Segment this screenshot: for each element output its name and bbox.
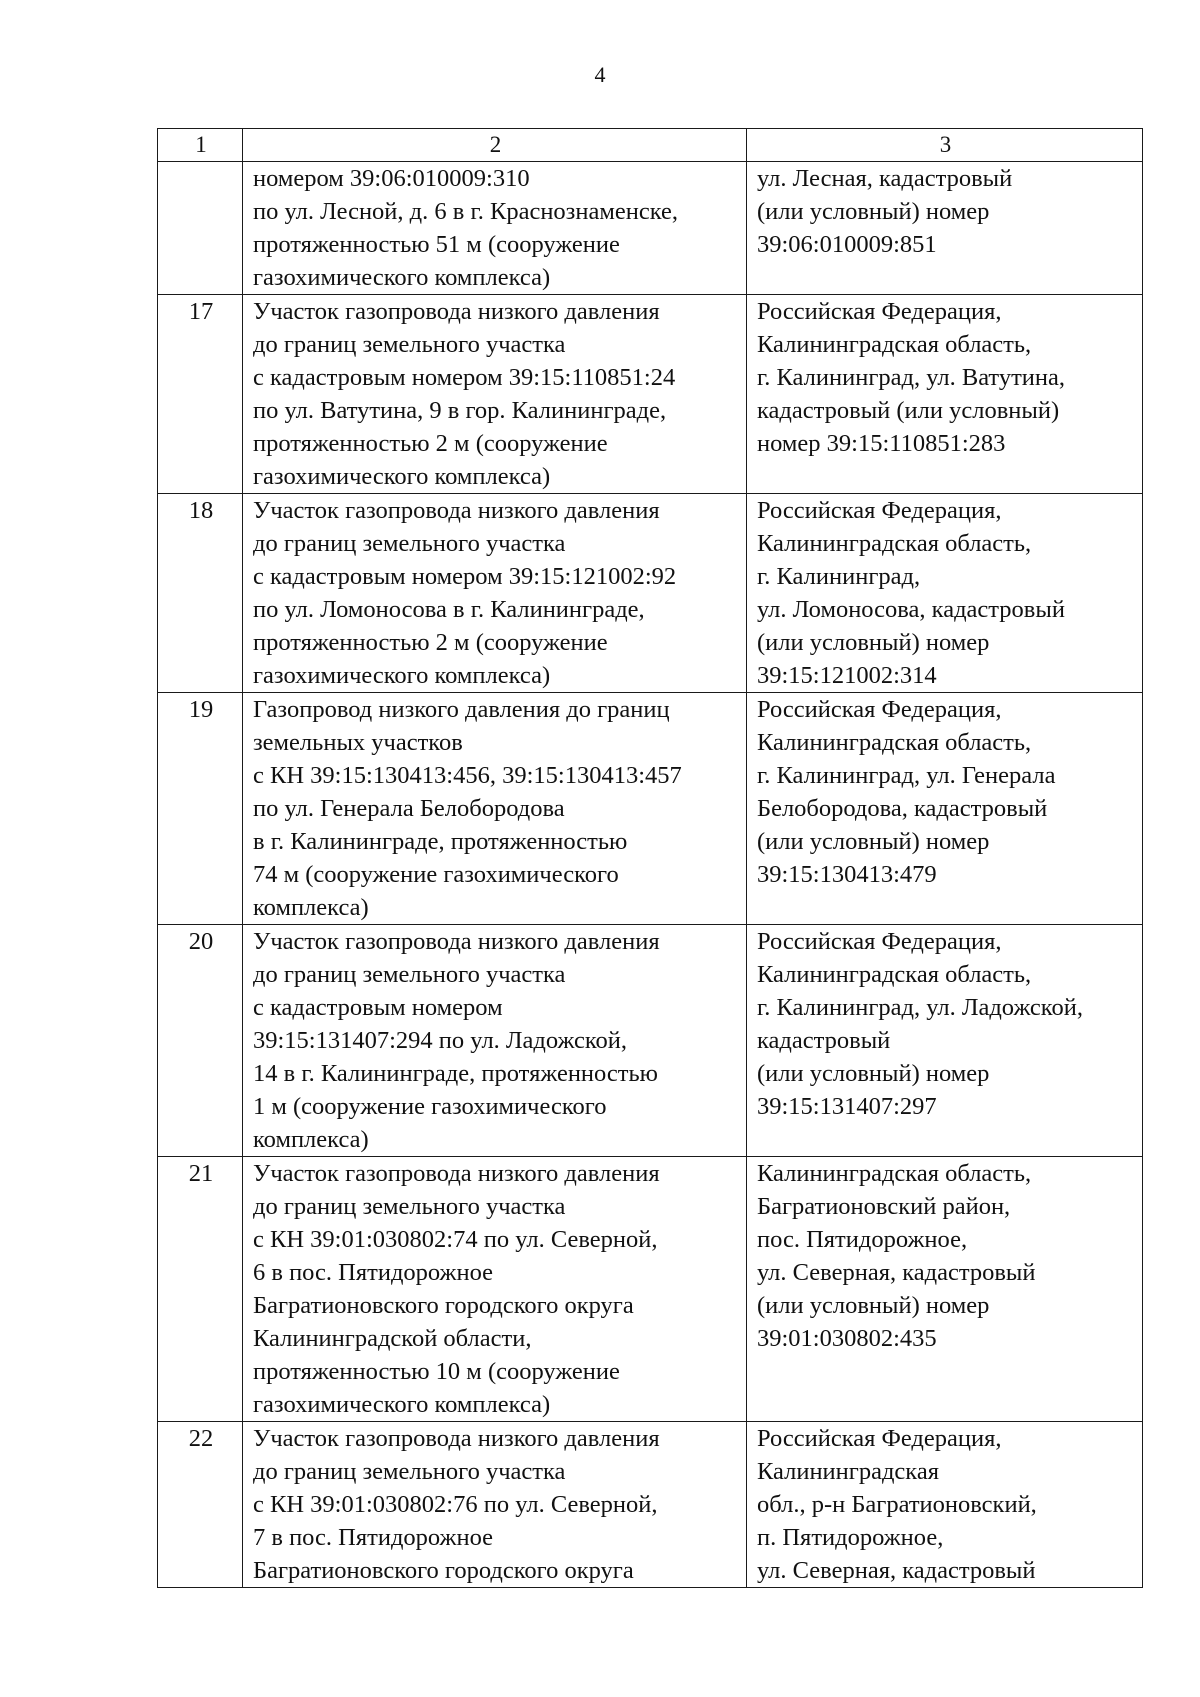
address-line: ул. Ломоносова, кадастровый — [757, 596, 1065, 623]
row-number: 18 — [158, 494, 243, 693]
address-line: ул. Лесная, кадастровый — [757, 165, 1013, 192]
address-line: (или условный) номер — [757, 828, 990, 855]
row-number: 20 — [158, 925, 243, 1157]
header-row — [158, 129, 1143, 162]
description-line: Участок газопровода низкого давления — [253, 928, 660, 955]
table-body — [158, 162, 1143, 1588]
description-line: с кадастровым номером 39:15:121002:92 — [253, 563, 677, 590]
address-line: Российская Федерация, — [757, 497, 1002, 524]
address-line: 39:06:010009:851 — [757, 231, 937, 258]
description-line: 74 м (сооружение газохимического — [253, 861, 619, 888]
row-description — [243, 693, 747, 925]
address-line: (или условный) номер — [757, 629, 990, 656]
address-line: 39:01:030802:435 — [757, 1325, 937, 1352]
header-col-1: 1 — [158, 129, 243, 162]
description-line: с кадастровым номером 39:15:110851:24 — [253, 364, 676, 391]
description-line: 7 в пос. Пятидорожное — [253, 1524, 494, 1551]
row-number — [158, 162, 243, 295]
description-line: комплекса) — [253, 894, 369, 921]
header-col-2: 2 — [243, 129, 747, 162]
row-description — [243, 295, 747, 494]
description-line: 14 в г. Калининграде, протяженностью — [253, 1060, 658, 1087]
row-description — [243, 1422, 747, 1588]
description-line: Участок газопровода низкого давления — [253, 1425, 660, 1452]
address-line: Российская Федерация, — [757, 696, 1002, 723]
header-col-3: 3 — [747, 129, 1143, 162]
address-line: обл., р-н Багратионовский, — [757, 1491, 1037, 1518]
description-line: до границ земельного участка — [253, 530, 566, 557]
address-line: Калининградская область, — [757, 331, 1032, 358]
row-description — [243, 494, 747, 693]
row-description — [243, 1157, 747, 1422]
description-line: протяженностью 2 м (сооружение — [253, 430, 608, 457]
row-number: 21 — [158, 1157, 243, 1422]
address-line: кадастровый (или условный) — [757, 397, 1060, 424]
address-line: 39:15:130413:479 — [757, 861, 937, 888]
address-line: Калининградская область, — [757, 1160, 1032, 1187]
description-line: газохимического комплекса) — [253, 1391, 551, 1418]
address-line: (или условный) номер — [757, 1060, 990, 1087]
address-line: Российская Федерация, — [757, 1425, 1002, 1452]
address-line: Калининградская — [757, 1458, 939, 1485]
description-line: Багратионовского городского округа — [253, 1557, 634, 1584]
table-row — [158, 925, 1143, 1157]
address-line: г. Калининград, — [757, 563, 921, 590]
description-line: протяженностью 2 м (сооружение — [253, 629, 608, 656]
row-number: 22 — [158, 1422, 243, 1588]
address-line: (или условный) номер — [757, 198, 990, 225]
description-line: с КН 39:15:130413:456, 39:15:130413:457 — [253, 762, 682, 789]
description-line: по ул. Лесной, д. 6 в г. Краснознаменске, — [253, 198, 679, 225]
table-row — [158, 1157, 1143, 1422]
table-row — [158, 494, 1143, 693]
address-line: номер 39:15:110851:283 — [757, 430, 1006, 457]
description-line: Газопровод низкого давления до границ — [253, 696, 670, 723]
row-address — [747, 295, 1143, 494]
table-row — [158, 295, 1143, 494]
row-address — [747, 1422, 1143, 1588]
description-line: с КН 39:01:030802:76 по ул. Северной, — [253, 1491, 658, 1518]
address-line: п. Пятидорожное, — [757, 1524, 944, 1551]
table-header — [158, 129, 1143, 162]
registry-table — [157, 128, 1143, 1588]
address-line: Калининградская область, — [757, 729, 1032, 756]
address-line: (или условный) номер — [757, 1292, 990, 1319]
address-line: 39:15:121002:314 — [757, 662, 937, 689]
address-line: ул. Северная, кадастровый — [757, 1557, 1036, 1584]
row-address — [747, 925, 1143, 1157]
description-line: 1 м (сооружение газохимического — [253, 1093, 607, 1120]
description-line: в г. Калининграде, протяженностью — [253, 828, 628, 855]
address-line: Российская Федерация, — [757, 298, 1002, 325]
description-line: по ул. Генерала Белобородова — [253, 795, 565, 822]
row-description — [243, 162, 747, 295]
description-line: Участок газопровода низкого давления — [253, 497, 660, 524]
description-line: земельных участков — [253, 729, 463, 756]
description-line: газохимического комплекса) — [253, 264, 551, 291]
description-line: Участок газопровода низкого давления — [253, 298, 660, 325]
address-line: г. Калининград, ул. Генерала — [757, 762, 1056, 789]
table-row — [158, 693, 1143, 925]
description-line: комплекса) — [253, 1126, 369, 1153]
row-address — [747, 162, 1143, 295]
address-line: Белобородова, кадастровый — [757, 795, 1048, 822]
description-line: газохимического комплекса) — [253, 662, 551, 689]
row-address — [747, 494, 1143, 693]
page-number: 4 — [594, 62, 606, 87]
description-line: Калининградской области, — [253, 1325, 532, 1352]
description-line: с кадастровым номером — [253, 994, 503, 1021]
address-line: пос. Пятидорожное, — [757, 1226, 968, 1253]
description-line: с КН 39:01:030802:74 по ул. Северной, — [253, 1226, 658, 1253]
description-line: протяженностью 10 м (сооружение — [253, 1358, 620, 1385]
address-line: 39:15:131407:297 — [757, 1093, 937, 1120]
description-line: до границ земельного участка — [253, 961, 566, 988]
row-address — [747, 693, 1143, 925]
row-description — [243, 925, 747, 1157]
row-number: 17 — [158, 295, 243, 494]
description-line: до границ земельного участка — [253, 1193, 566, 1220]
row-address — [747, 1157, 1143, 1422]
address-line: Калининградская область, — [757, 961, 1032, 988]
description-line: протяженностью 51 м (сооружение — [253, 231, 620, 258]
address-line: Калининградская область, — [757, 530, 1032, 557]
description-line: до границ земельного участка — [253, 1458, 566, 1485]
address-line: Российская Федерация, — [757, 928, 1002, 955]
description-line: по ул. Ломоносова в г. Калининграде, — [253, 596, 645, 623]
description-line: 6 в пос. Пятидорожное — [253, 1259, 494, 1286]
table-row — [158, 1422, 1143, 1588]
address-line: ул. Северная, кадастровый — [757, 1259, 1036, 1286]
description-line: газохимического комплекса) — [253, 463, 551, 490]
address-line: г. Калининград, ул. Ватутина, — [757, 364, 1065, 391]
description-line: до границ земельного участка — [253, 331, 566, 358]
description-line: 39:15:131407:294 по ул. Ладожской, — [253, 1027, 628, 1054]
address-line: Багратионовский район, — [757, 1193, 1011, 1220]
description-line: Участок газопровода низкого давления — [253, 1160, 660, 1187]
table-row — [158, 162, 1143, 295]
address-line: кадастровый — [757, 1027, 891, 1054]
description-line: Багратионовского городского округа — [253, 1292, 634, 1319]
description-line: номером 39:06:010009:310 — [253, 165, 530, 192]
address-line: г. Калининград, ул. Ладожской, — [757, 994, 1083, 1021]
row-number: 19 — [158, 693, 243, 925]
description-line: по ул. Ватутина, 9 в гор. Калининграде, — [253, 397, 667, 424]
